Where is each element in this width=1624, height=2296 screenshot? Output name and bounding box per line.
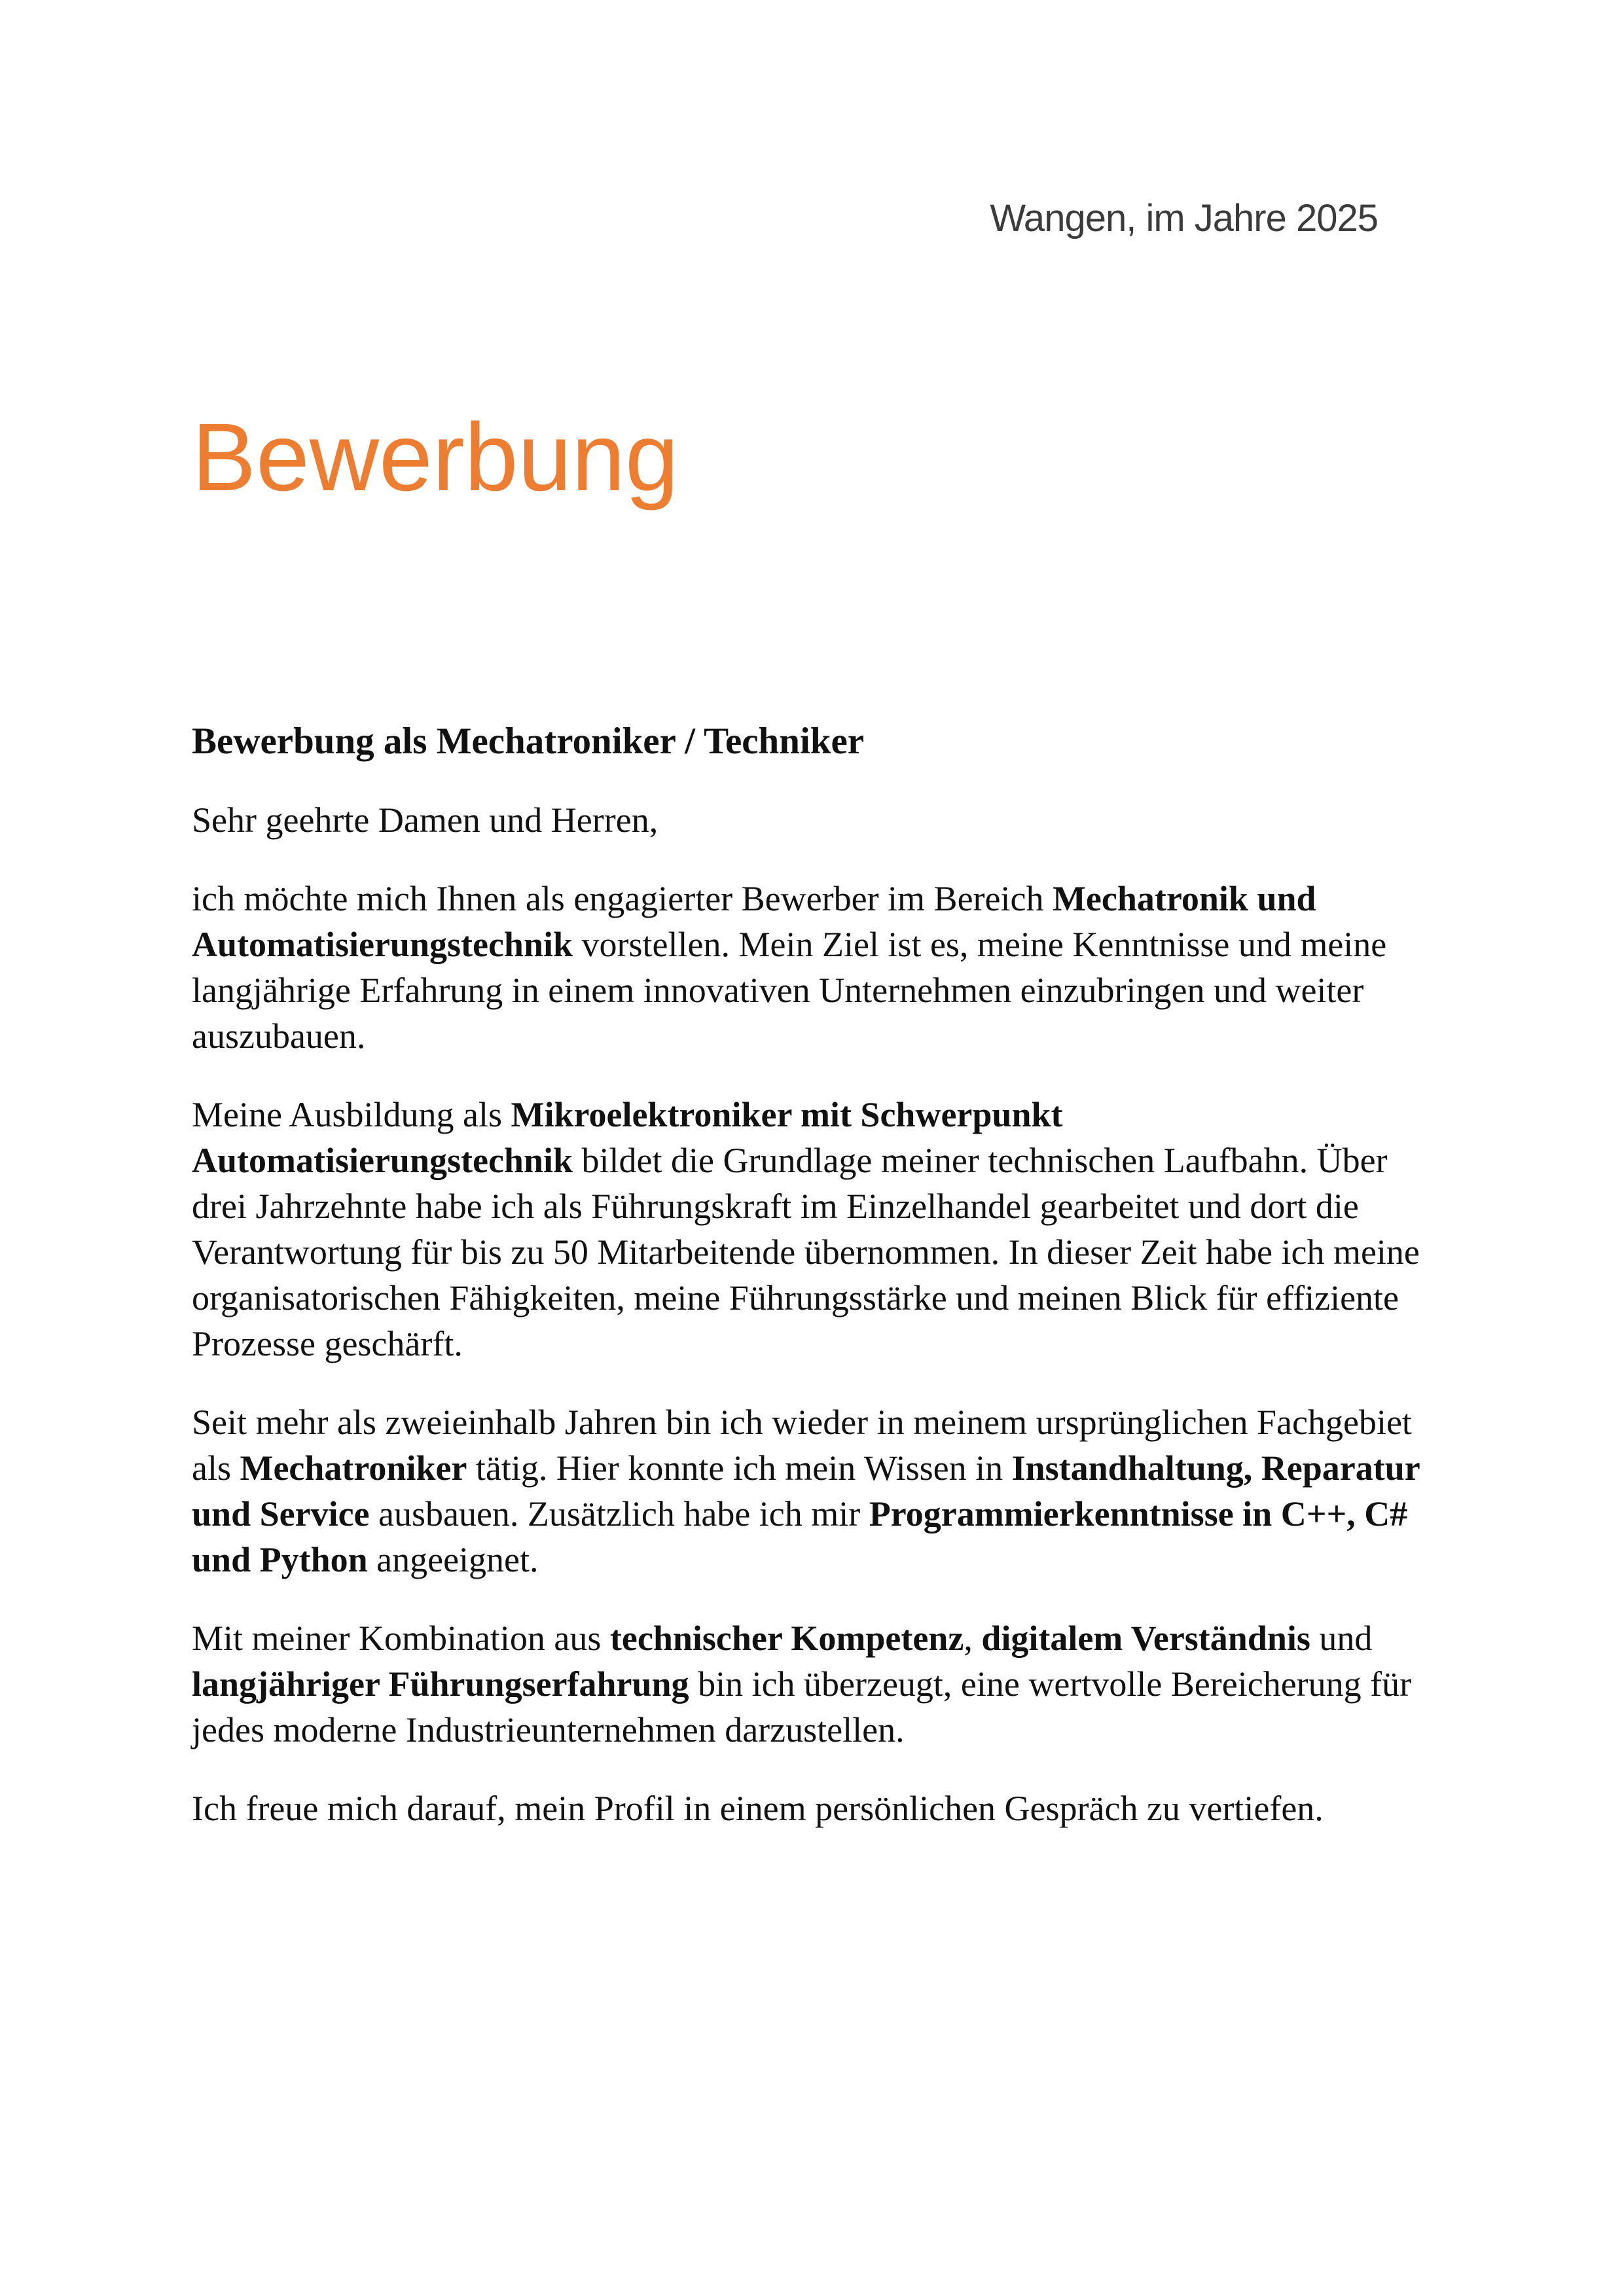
closing-text: Ich freue mich darauf, mein Profil in einem persönlichen Gespräch zu vertiefen.: [192, 1789, 1324, 1828]
paragraph-segment-bold: technischer Kompetenz: [609, 1619, 964, 1658]
subject-heading: Bewerbung als Mechatroniker / Techniker: [192, 721, 865, 762]
paragraph-segment: Seit mehr als zweieinhalb Jahren bin ich wieder in meinem ursprünglichen Fachgebiet als: [192, 1403, 1412, 1488]
paragraph-segment-bold: Mechatroniker: [240, 1448, 467, 1488]
letter-body: [192, 719, 1422, 1831]
paragraph-segment: und: [1310, 1619, 1373, 1658]
paragraph-segment: ,: [964, 1619, 982, 1658]
date-line: Wangen, im Jahre 2025: [990, 197, 1378, 240]
paragraph: [192, 876, 1422, 1059]
paragraph-segment-bold: Mechatronik und Automatisierungstechnik: [192, 879, 1316, 964]
paragraph-segment-bold: Instandhaltung, Reparatur und Service: [192, 1448, 1420, 1534]
paragraph-segment: bin ich überzeugt, eine wertvolle Bereicherung für jedes moderne Industrieunternehmen darzustellen.: [192, 1664, 1412, 1749]
closing-line: [192, 1785, 1422, 1831]
paragraph: [192, 1399, 1422, 1583]
paragraph: [192, 1615, 1422, 1753]
paragraph-segment: bildet die Grundlage meiner technischen Laufbahn. Über drei Jahrzehnte habe ich als Führungskraft im Einzelhandel gearbeitet und dort die Verantwortung für bis zu 50 Mitarbeitende übernommen. In dieser Zeit habe ich meine organisatorischen Fähigkeiten, meine Führungsstärke und meinen Blick für effiziente Prozesse geschärft.: [192, 1141, 1420, 1363]
paragraph-segment: tätig. Hier konnte ich mein Wissen in: [467, 1448, 1012, 1488]
paragraph-segment: Meine Ausbildung als: [192, 1095, 511, 1134]
paragraph-segment: ausbauen. Zusätzlich habe ich mir: [369, 1494, 869, 1534]
paragraph-segment-bold: Mikroelektroniker mit Schwerpunkt Automatisierungstechnik: [192, 1095, 1063, 1180]
paragraph: [192, 1092, 1422, 1367]
greeting-text: Sehr geehrte Damen und Herren,: [192, 800, 659, 840]
paragraph-segment: vorstellen. Mein Ziel ist es, meine Kenntnisse und meine langjährige Erfahrung in einem innovativen Unternehmen einzubringen und weiter auszubauen.: [192, 925, 1387, 1056]
paragraph-segment-bold: digitalem Verständnis: [981, 1619, 1310, 1658]
greeting-line: [192, 797, 1422, 843]
paragraph-segment-bold: langjähriger Führungserfahrung: [192, 1664, 689, 1704]
paragraph-segment: Mit meiner Kombination aus: [192, 1619, 610, 1658]
paragraph-segment-bold: Programmierkenntnisse in C++, C# und Python: [192, 1494, 1408, 1579]
paragraph-segment: ich möchte mich Ihnen als engagierter Bewerber im Bereich: [192, 879, 1053, 918]
document-title: Bewerbung: [192, 404, 679, 511]
paragraph-segment: angeeignet.: [367, 1540, 539, 1579]
